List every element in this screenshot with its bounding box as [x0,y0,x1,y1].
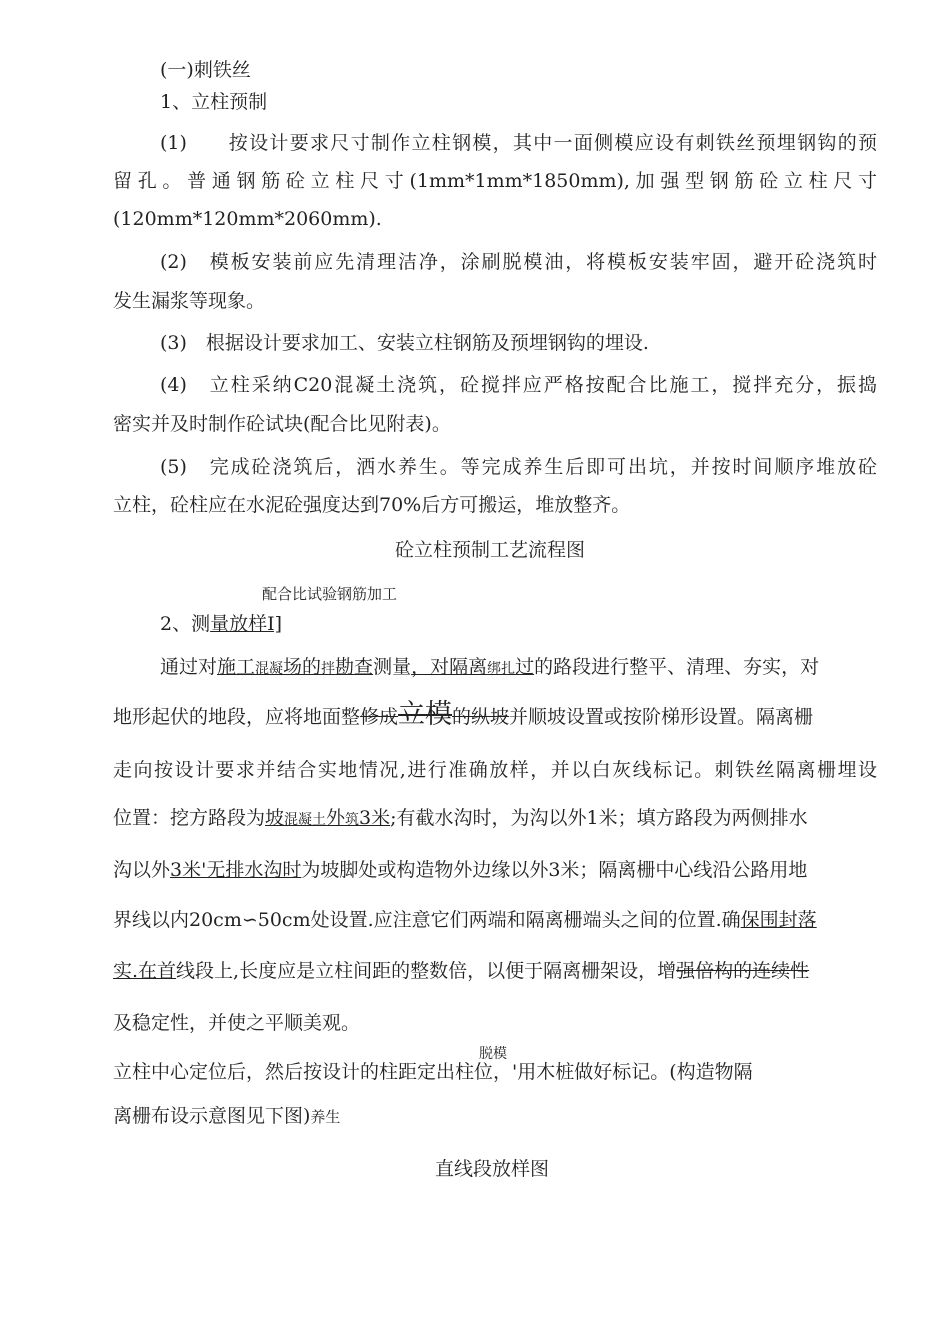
flow-chart-labels: 配合比试验钢筋加工 [262,585,398,603]
text-run: 立模 [398,699,453,730]
para-1-line-2: 留孔。普通钢筋砼立柱尺寸(1mm*1mm*1850mm),加强型钢筋砼立柱尺寸 [113,170,877,192]
subheading-survey [160,612,282,636]
para-3-line-1: (3) 根据设计要求加工、安装立柱钢筋及预埋钢钩的埋设. [160,332,649,354]
body-line-6 [113,908,817,932]
text-run: 沟以外 [113,859,171,881]
subheading-survey-b: 量放样Ⅰ] [210,613,283,635]
body-line-7 [113,959,809,983]
text-run: 强倍构的连续性 [676,960,810,982]
body-line-3: 走向按设计要求并结合实地情况,进行准确放样，并以白灰线标记。刺铁丝隔离栅埋设 [113,759,877,781]
text-run: 3米'无排水沟时 [170,859,302,881]
text-run: 位置：挖方路段为 [113,807,266,829]
subheading-survey-a: 2、测 [160,613,211,635]
text-run: 绑扎 [487,661,516,677]
text-run: ，对隔离 [411,656,488,678]
text-run: 过 [515,656,535,678]
text-run: 3米 [359,807,391,829]
text-run: 坡 [265,807,285,829]
text-run: 混凝土 [284,812,327,828]
para-1-line-1: (1) 按设计要求尺寸制作立柱钢模，其中一面侧模应设有刺铁丝预埋钢钩的预 [160,132,877,154]
text-run: 并顺坡设置或按阶梯形设置。隔离栅 [509,706,814,728]
figure-title: 直线段放样图 [435,1158,550,1180]
body-line-2 [113,700,813,730]
body-line-1 [160,655,819,681]
text-run: ;有截水沟时，为沟以外1米；填方路段为两侧排水 [390,807,808,829]
text-run: 实.在首 [113,960,177,982]
text-run: 场的 [283,656,322,678]
para-2-line-1: (2) 模板安装前应先清理洁净，涂刷脱模油，将模板安装牢固，避开砼浇筑时 [160,251,877,273]
text-run: 离栅布设示意图见下图) [113,1105,311,1127]
body-line-4 [113,806,808,832]
body-line-8: 及稳定性，并使之平顺美观。 [113,1012,361,1034]
text-run: 通过对 [160,656,218,678]
text-run: 的纵坡 [452,706,510,728]
text-run: 外 [326,807,346,829]
para-5-line-1: (5) 完成砼浇筑后，洒水养生。等完成养生后即可出坑，并按时间顺序堆放砼 [160,456,877,478]
para-1-line-3: (120mm*120mm*2060mm). [113,208,382,230]
para-5-line-2: 立柱，砼柱应在水泥砼强度达到70%后方可搬运，堆放整齐。 [113,494,631,516]
text-run: 筑 [345,812,360,828]
text-run: 的路段进行整平、清理、夯实，对 [534,656,820,678]
flow-chart-title: 砼立柱预制工艺流程图 [394,539,585,561]
subheading-column-prefab: 1、立柱预制 [160,91,268,113]
flow-label-yangsheng: 养生 [310,1108,341,1126]
para-2-line-2: 发生漏浆等现象。 [113,290,266,312]
body-line-5 [113,858,807,882]
text-run: 为坡脚处或构造物外边缘以外3米；隔离栅中心线沿公路用地 [301,859,808,881]
body-line-9: 立柱中心定位后，然后按设计的柱距定出柱位，'用木桩做好标记。(构造物隔 [113,1061,753,1083]
para-4-line-1: (4) 立柱采纳C20混凝土浇筑，砼搅拌应严格按配合比施工，搅拌充分，振捣 [160,374,877,396]
text-run: 测量 [373,656,412,678]
body-line-10 [113,1104,340,1129]
text-run: 拌 [321,661,336,677]
text-run: 地形起伏的地段，应将地面整 [113,706,361,728]
para-4-line-2: 密实并及时制作砼试块(配合比见附表)。 [113,413,451,435]
text-run: 线段上,长度应是立柱间距的整数倍，以便于隔离栅架设，增 [176,960,677,982]
section-heading: (一)刺铁丝 [160,59,251,81]
text-run: 保围封落 [740,909,817,931]
text-run: 勘查 [335,656,374,678]
text-run: 界线以内20cm∽50cm处设置.应注意它们两端和隔离栅端头之间的位置.确 [113,909,741,931]
text-run: 修成 [360,706,399,728]
text-run: 施工 [217,656,256,678]
flow-label-tuomo: 脱模 [479,1046,507,1062]
text-run: 混凝 [255,661,284,677]
